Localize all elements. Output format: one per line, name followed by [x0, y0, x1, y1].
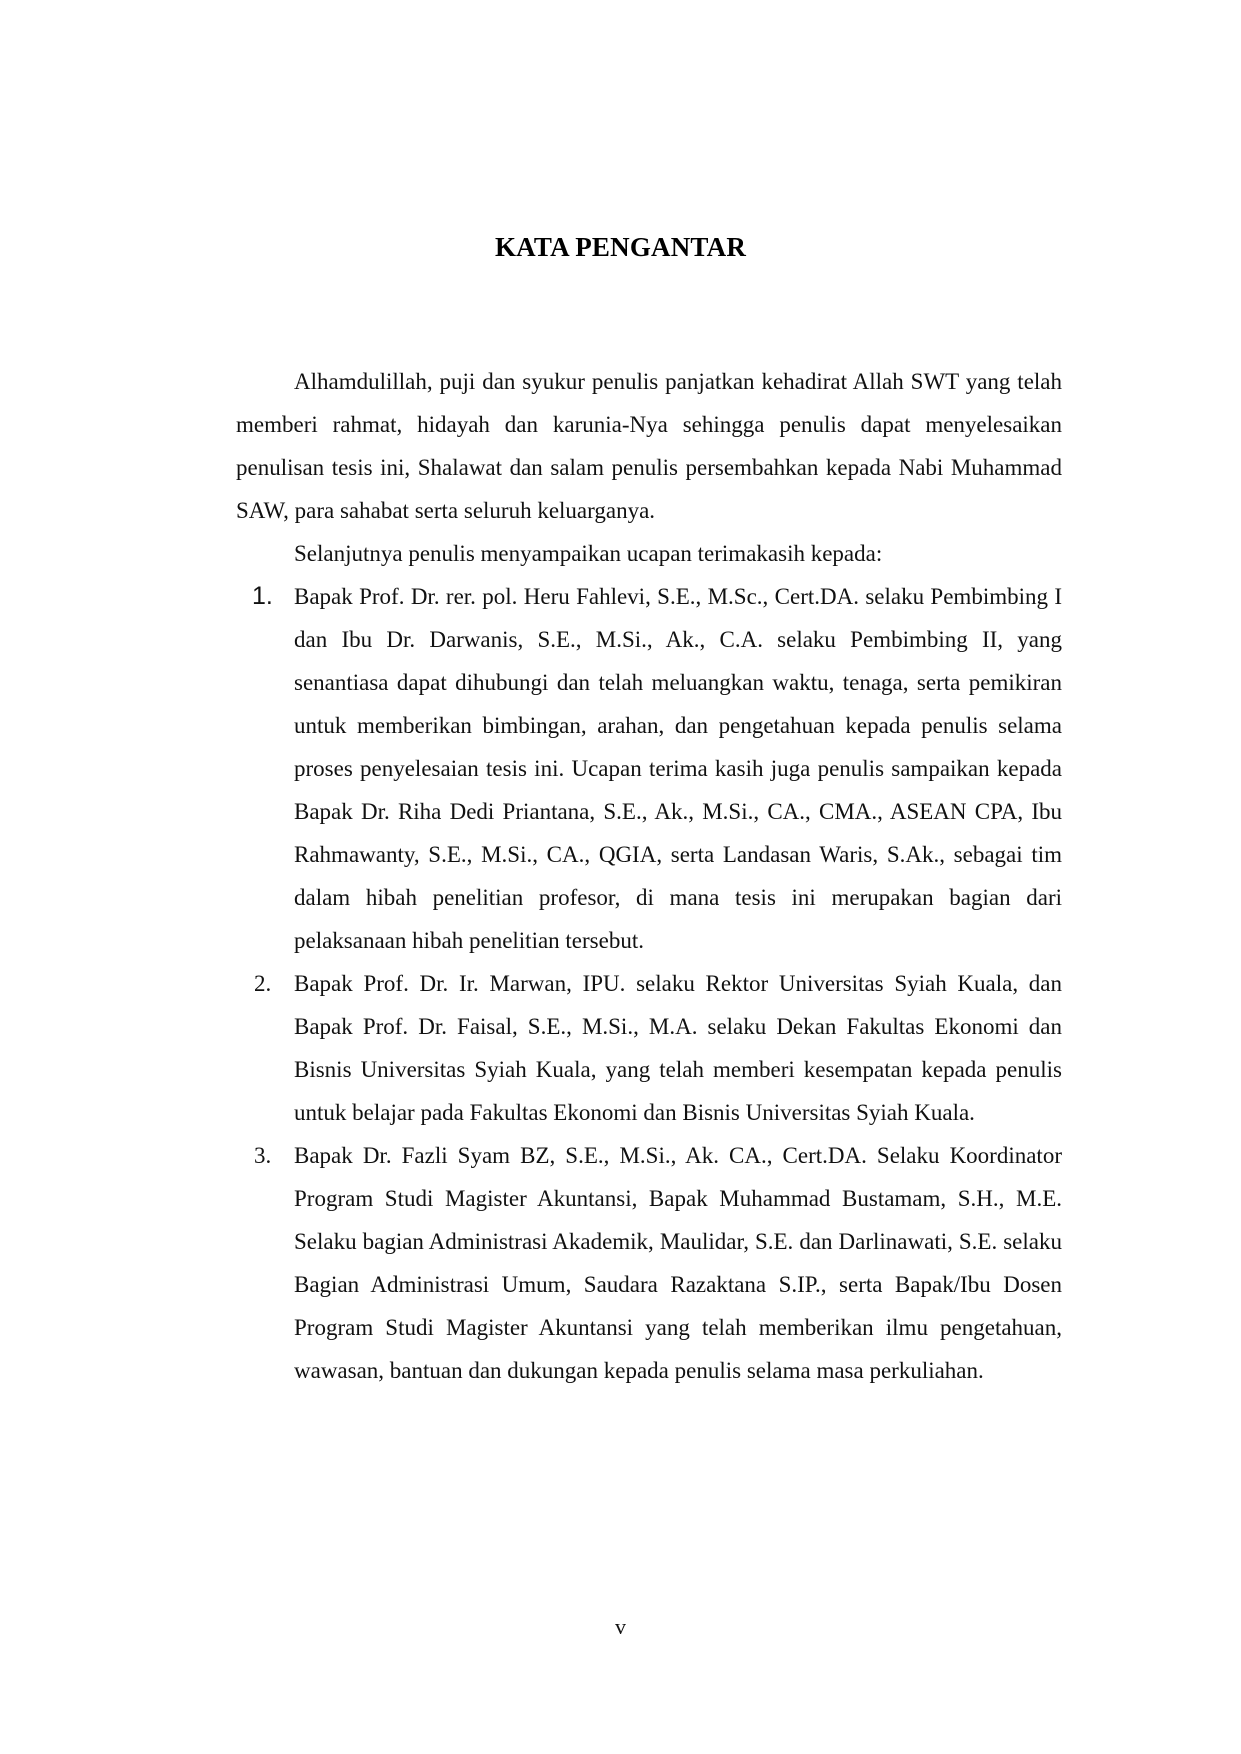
list-item-number: 1.	[252, 582, 273, 610]
list-item-text: Bapak Prof. Dr. Ir. Marwan, IPU. selaku Rektor Universitas Syiah Kuala, dan Bapak Prof. Dr. Faisal, S.E., M.Si., M.A. selaku Dekan Fakultas Ekonomi dan Bisnis Universitas Syiah Kuala, yang telah memberi kesempatan kepada penulis untuk belajar pada Fakultas Ekonomi dan Bisnis Universitas Syiah Kuala.	[294, 971, 1062, 1125]
page-title: KATA PENGANTAR	[494, 232, 747, 262]
list-item	[236, 575, 1062, 962]
list-item	[236, 1134, 1062, 1392]
list-item	[236, 962, 1062, 1134]
intro-section	[236, 360, 1062, 575]
acknowledgement-list	[236, 575, 1062, 1392]
list-item-number: 2.	[254, 971, 272, 996]
page-number: v	[615, 1614, 626, 1639]
acknowledgement-lead-paragraph: Selanjutnya penulis menyampaikan ucapan terimakasih kepada:	[294, 541, 883, 566]
intro-paragraph: Alhamdulillah, puji dan syukur penulis panjatkan kehadirat Allah SWT yang telah memberi rahmat, hidayah dan karunia-Nya sehingga penulis dapat menyelesaikan penulisan tesis ini, Shalawat dan salam penulis persembahkan kepada Nabi Muhammad SAW, para sahabat serta seluruh keluarganya.	[236, 369, 1062, 523]
list-item-text: Bapak Dr. Fazli Syam BZ, S.E., M.Si., Ak. CA., Cert.DA. Selaku Koordinator Program Studi Magister Akuntansi, Bapak Muhammad Bustamam, S.H., M.E. Selaku bagian Administrasi Akademik, Maulidar, S.E. dan Darlinawati, S.E. selaku Bagian Administrasi Umum, Saudara Razaktana S.IP., serta Bapak/Ibu Dosen Program Studi Magister Akuntansi yang telah memberikan ilmu pengetahuan, wawasan, bantuan dan dukungan kepada penulis selama masa perkuliahan.	[294, 1143, 1062, 1383]
list-item-text: Bapak Prof. Dr. rer. pol. Heru Fahlevi, S.E., M.Sc., Cert.DA. selaku Pembimbing I dan Ibu Dr. Darwanis, S.E., M.Si., Ak., C.A. selaku Pembimbing II, yang senantiasa dapat dihubungi dan telah meluangkan waktu, tenaga, serta pemikiran untuk memberikan bimbingan, arahan, dan pengetahuan kepada penulis selama proses penyelesaian tesis ini. Ucapan terima kasih juga penulis sampaikan kepada Bapak Dr. Riha Dedi Priantana, S.E., Ak., M.Si., CA., CMA., ASEAN CPA, Ibu Rahmawanty, S.E., M.Si., CA., QGIA, serta Landasan Waris, S.Ak., sebagai tim dalam hibah penelitian profesor, di mana tesis ini merupakan bagian dari pelaksanaan hibah penelitian tersebut.	[294, 584, 1062, 953]
list-item-number: 3.	[254, 1143, 272, 1168]
